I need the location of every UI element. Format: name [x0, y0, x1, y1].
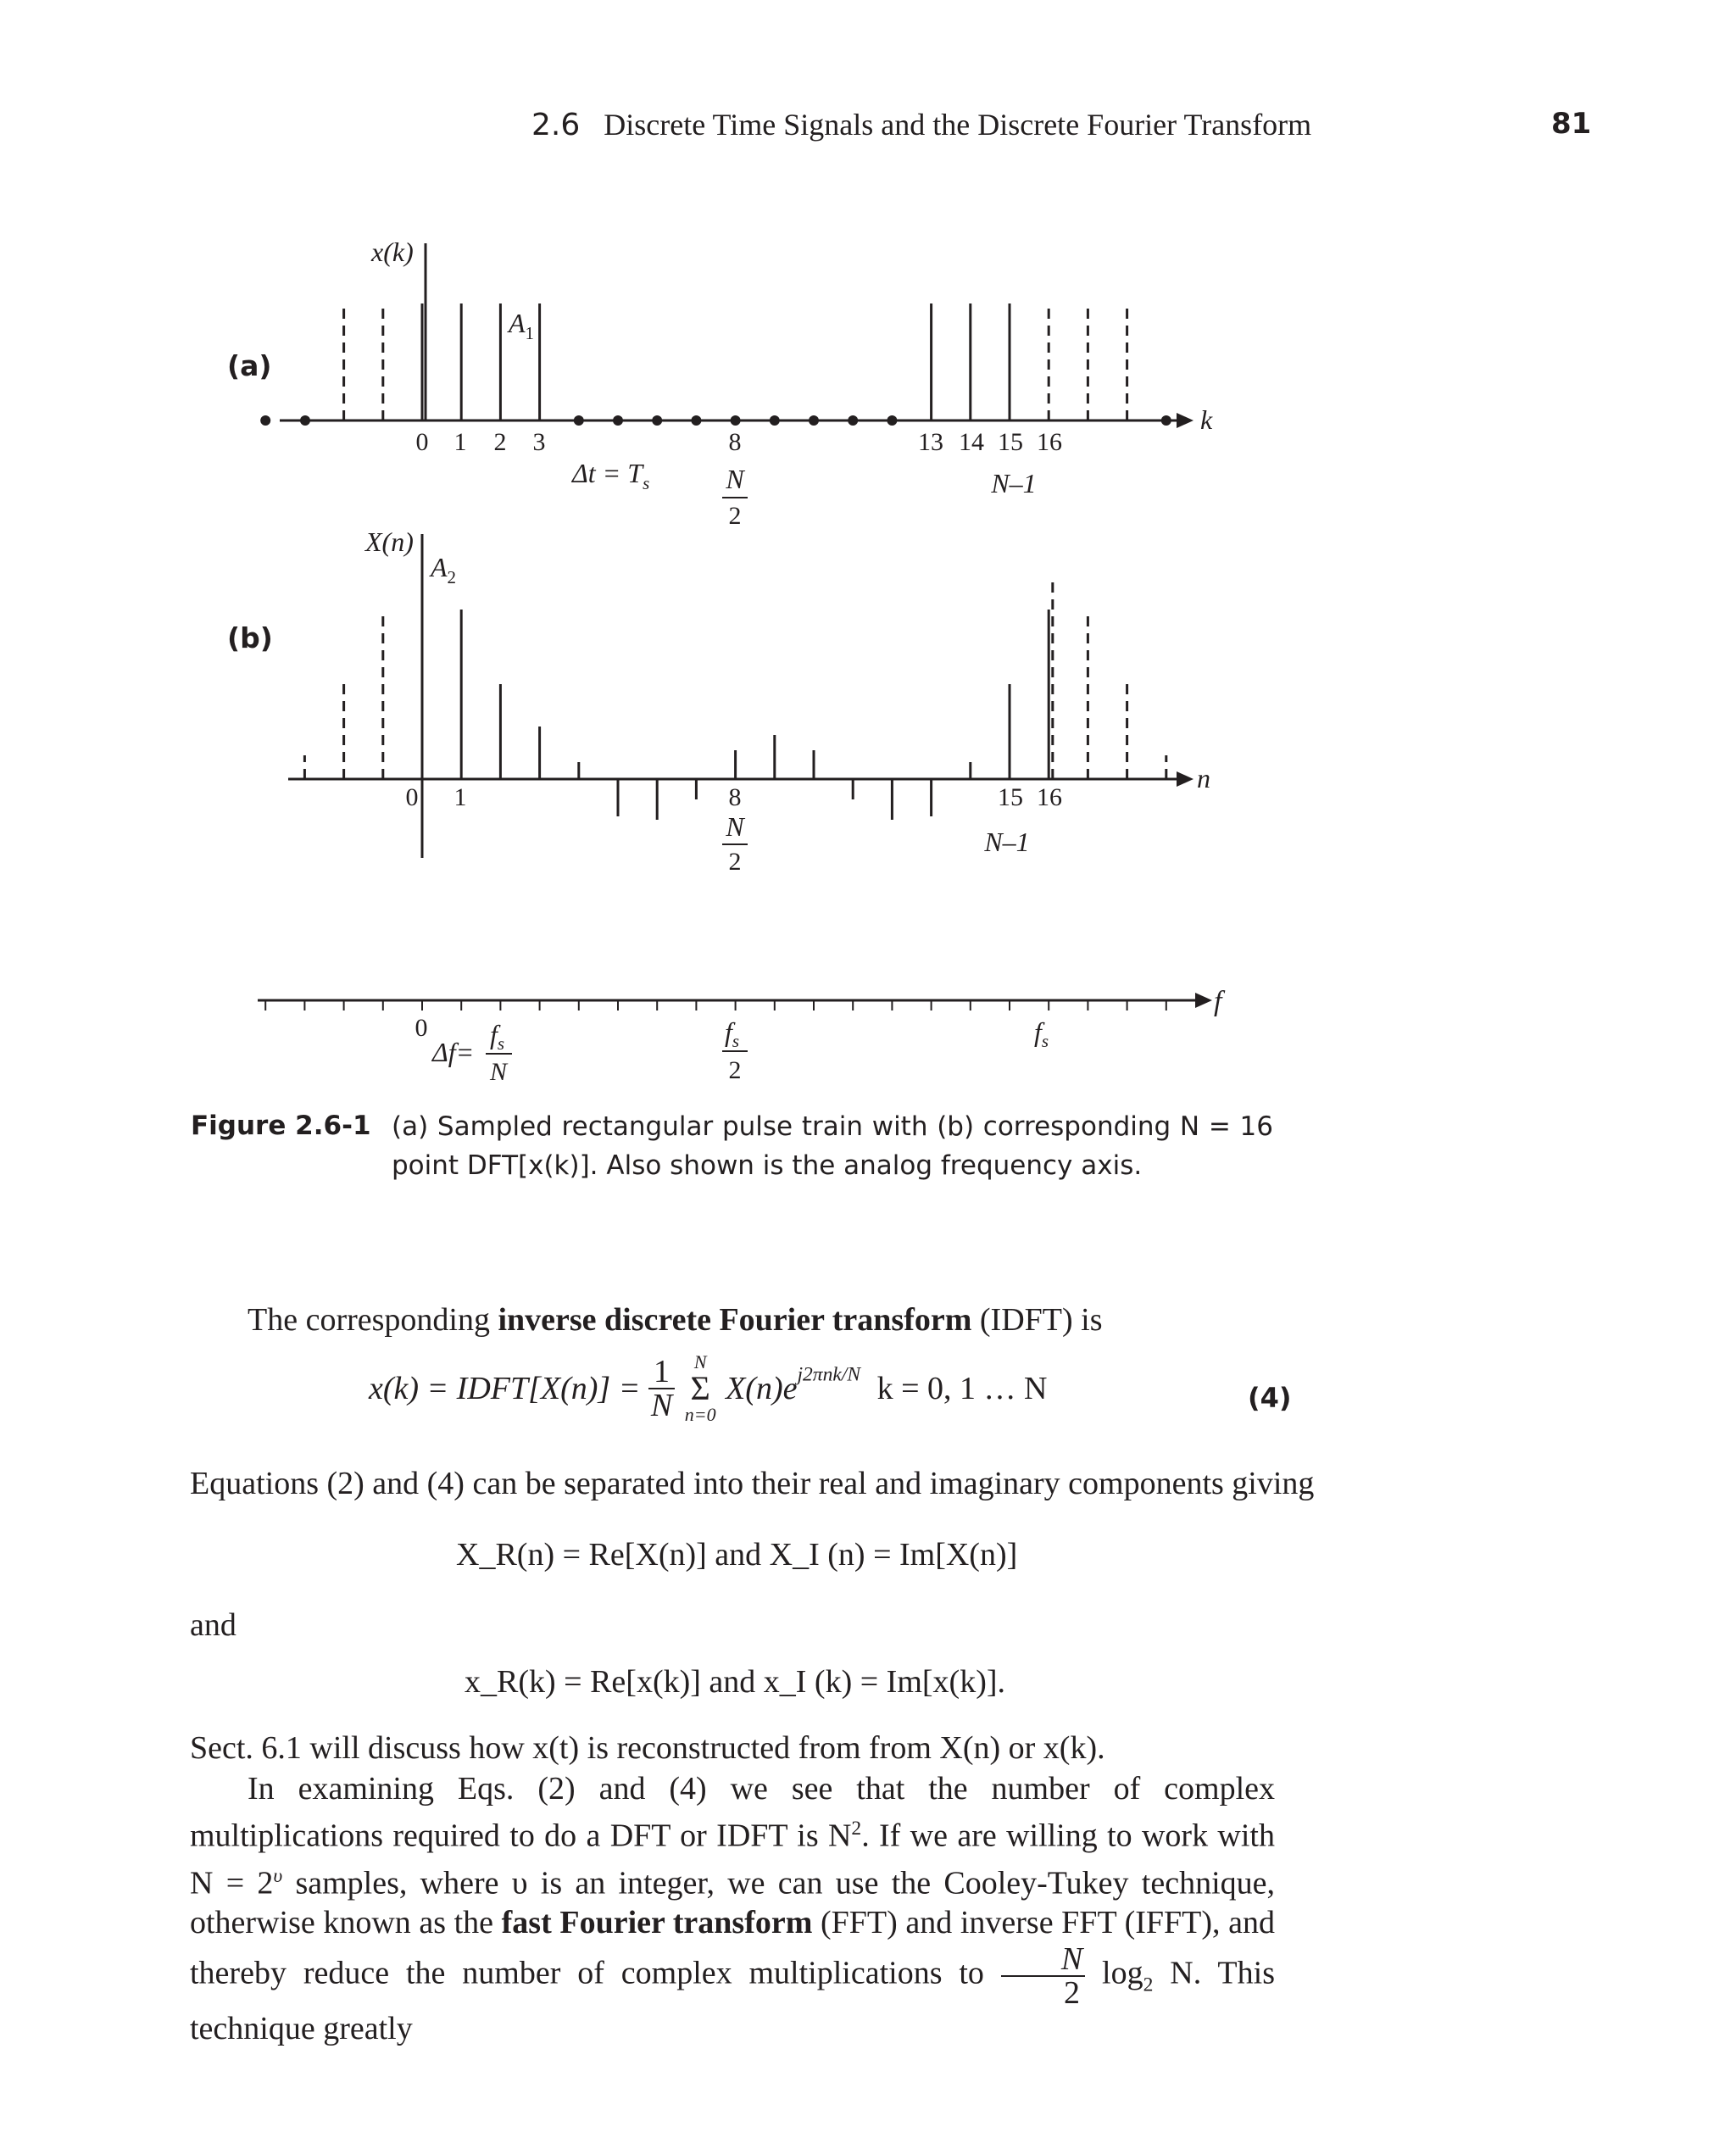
panel-a-axis-var: k [1200, 404, 1213, 435]
exam-frac-num: N [1001, 1943, 1085, 1977]
equation-xR: x_R(k) = Re[x(k)] and x_I (k) = Im[x(k)]. [465, 1664, 1006, 1700]
freq-df-prefix: Δf= [432, 1037, 475, 1067]
a-zero-sample [613, 415, 623, 426]
eq4-lhs: x(k) = IDFT[X(n)] = [369, 1371, 641, 1406]
freq-df-den: N [489, 1058, 508, 1086]
a-zero-sample [1161, 415, 1171, 426]
panel-b-label: (b) [227, 621, 273, 654]
panel-a-label: (a) [227, 349, 272, 382]
eq4-den: N [650, 1388, 673, 1423]
eq4-exp: j2πnk/N [797, 1363, 861, 1386]
b-tick-0: 0 [405, 783, 419, 811]
a-zero-sample [300, 415, 310, 426]
a-tick-8: 8 [728, 428, 742, 456]
freq-half-den: 2 [728, 1056, 742, 1084]
section-number: 2.6 [531, 108, 581, 142]
a-zero-sample [770, 415, 780, 426]
panel-b-ylabel: X(n) [365, 526, 414, 557]
panel-b-amplitude: $A_2$ [431, 552, 457, 587]
eq4-num: 1 [648, 1356, 675, 1389]
a-tick-16: 16 [1037, 428, 1062, 456]
a-zero-sample [731, 415, 741, 426]
exam-3: samples, where υ is an integer, we can use the Cooley-Tukey technique, otherwise known as the [190, 1865, 1276, 1941]
eq4-sum-bot: n=0 [684, 1404, 716, 1425]
eq4-sum-top: N [693, 1351, 707, 1372]
freq-axis-arrow [1195, 993, 1212, 1008]
exam-6: N. This technique greatly [190, 1956, 1275, 2047]
panel-a-axis-arrow [1177, 413, 1194, 428]
exam-5: log [1085, 1956, 1143, 1992]
b-tick-16: 16 [1037, 783, 1062, 811]
paragraph-and: and [190, 1607, 236, 1643]
panel-a-samples [260, 303, 1171, 426]
exam-2: . If we are willing to work with N = 2 [190, 1818, 1275, 1901]
b-tick-8: 8 [728, 783, 742, 811]
page-number: 81 [1551, 107, 1592, 141]
panel-a-dt: $\Delta t = T_s$ [572, 458, 650, 493]
a-tick-13: 13 [918, 428, 943, 456]
a-zero-sample [260, 415, 270, 426]
freq-zero: 0 [415, 1014, 428, 1042]
panel-b-half-den: 2 [728, 848, 742, 876]
fft-term: fast Fourier transform [501, 1905, 813, 1941]
eq4-term: X(n)e [726, 1371, 798, 1406]
a-zero-sample [574, 415, 584, 426]
panel-a-half-num: N [726, 464, 744, 494]
paragraph-separate: Equations (2) and (4) can be separated into their real and imaginary components giving [190, 1466, 1315, 1501]
panel-a-half-den: 2 [728, 502, 742, 530]
equation-XR: X_R(n) = Re[X(n)] and X_I (n) = Im[X(n)] [456, 1537, 1018, 1573]
exam-1: In examining Eqs. (2) and (4) we see that the number of complex multiplications required to do a DFT or IDFT is N [190, 1771, 1275, 1854]
panel-b-ticks [406, 783, 1063, 811]
eq4-range: k = 0, 1 … N [876, 1371, 1048, 1406]
header-title-text: Discrete Time Signals and the Discrete Fourier Transform [604, 108, 1312, 142]
a-tick-3: 3 [532, 428, 546, 456]
eq4-fraction [648, 1356, 675, 1422]
idft-term: inverse discrete Fourier transform [498, 1302, 972, 1338]
a-zero-sample [691, 415, 701, 426]
eq4-sum: N Σ n=0 [684, 1351, 716, 1425]
b-tick-1: 1 [453, 783, 467, 811]
freq-fs: $f_s$ [1034, 1016, 1049, 1051]
idft-post: (IDFT) is [971, 1302, 1103, 1338]
a-tick-1: 1 [453, 428, 467, 456]
panel-a-ticks [416, 428, 1063, 456]
freq-axis-var: f [1214, 986, 1222, 1017]
panel-a-ylabel: x(k) [371, 237, 414, 267]
exam-frac-den: 2 [1063, 1975, 1080, 2012]
freq-axis-ticks [265, 1000, 1166, 1010]
paragraph-examining: In examining Eqs. (2) and (4) we see that the number of complex multiplications required to do a DFT or IDFT is $N^2$. If we are willing to work with $N = 2^\upsilon$ samples, where υ is an integer, we can use the Cooley-Tukey technique, otherwise known as the fast Fourier transform (FFT) and inverse FFT (IFFT), and thereby reduce the number of complex multiplications to $\frac{N}{2}$ $\log_2 N$. This technique greatly [190, 1771, 1276, 2047]
freq-df-num: $f_s$ [490, 1019, 505, 1054]
panel-a-amplitude: $A_1$ [509, 308, 535, 343]
b-tick-15: 15 [998, 783, 1023, 811]
panel-b-axis-arrow [1177, 771, 1194, 787]
panel-b-axis-var: n [1197, 763, 1210, 793]
a-zero-sample [848, 415, 858, 426]
paragraph-idft [248, 1301, 1103, 1339]
panel-b-n-minus-1: N–1 [984, 827, 1030, 857]
equation-number-4: (4) [1248, 1382, 1292, 1414]
a-zero-sample [652, 415, 662, 426]
freq-half-num: $f_s$ [725, 1016, 740, 1051]
panel-a-n-minus-1: N–1 [991, 468, 1037, 498]
figure-caption-text: (a) Sampled rectangular pulse train with (b) corresponding N = 16 point DFT[x(k)]. Also shown is the analog frequency axis. [392, 1111, 1273, 1181]
a-tick-15: 15 [998, 428, 1023, 456]
figure-caption-label: Figure 2.6-1 [191, 1111, 371, 1141]
a-zero-sample [887, 415, 897, 426]
a-tick-0: 0 [415, 428, 429, 456]
panel-b-half-num: N [726, 811, 744, 842]
exam-4: (FFT) and inverse FFT (IFFT), and thereby reduce the number of complex multiplications to [190, 1905, 1275, 1992]
a-tick-14: 14 [959, 428, 984, 456]
equation-4 [369, 1353, 1047, 1424]
idft-pre: The corresponding [248, 1302, 498, 1338]
exam-fraction [1001, 1941, 1085, 2012]
a-zero-sample [809, 415, 819, 426]
paragraph-sect: Sect. 6.1 will discuss how x(t) is reconstructed from from X(n) or x(k). [190, 1730, 1105, 1766]
a-tick-2: 2 [493, 428, 507, 456]
